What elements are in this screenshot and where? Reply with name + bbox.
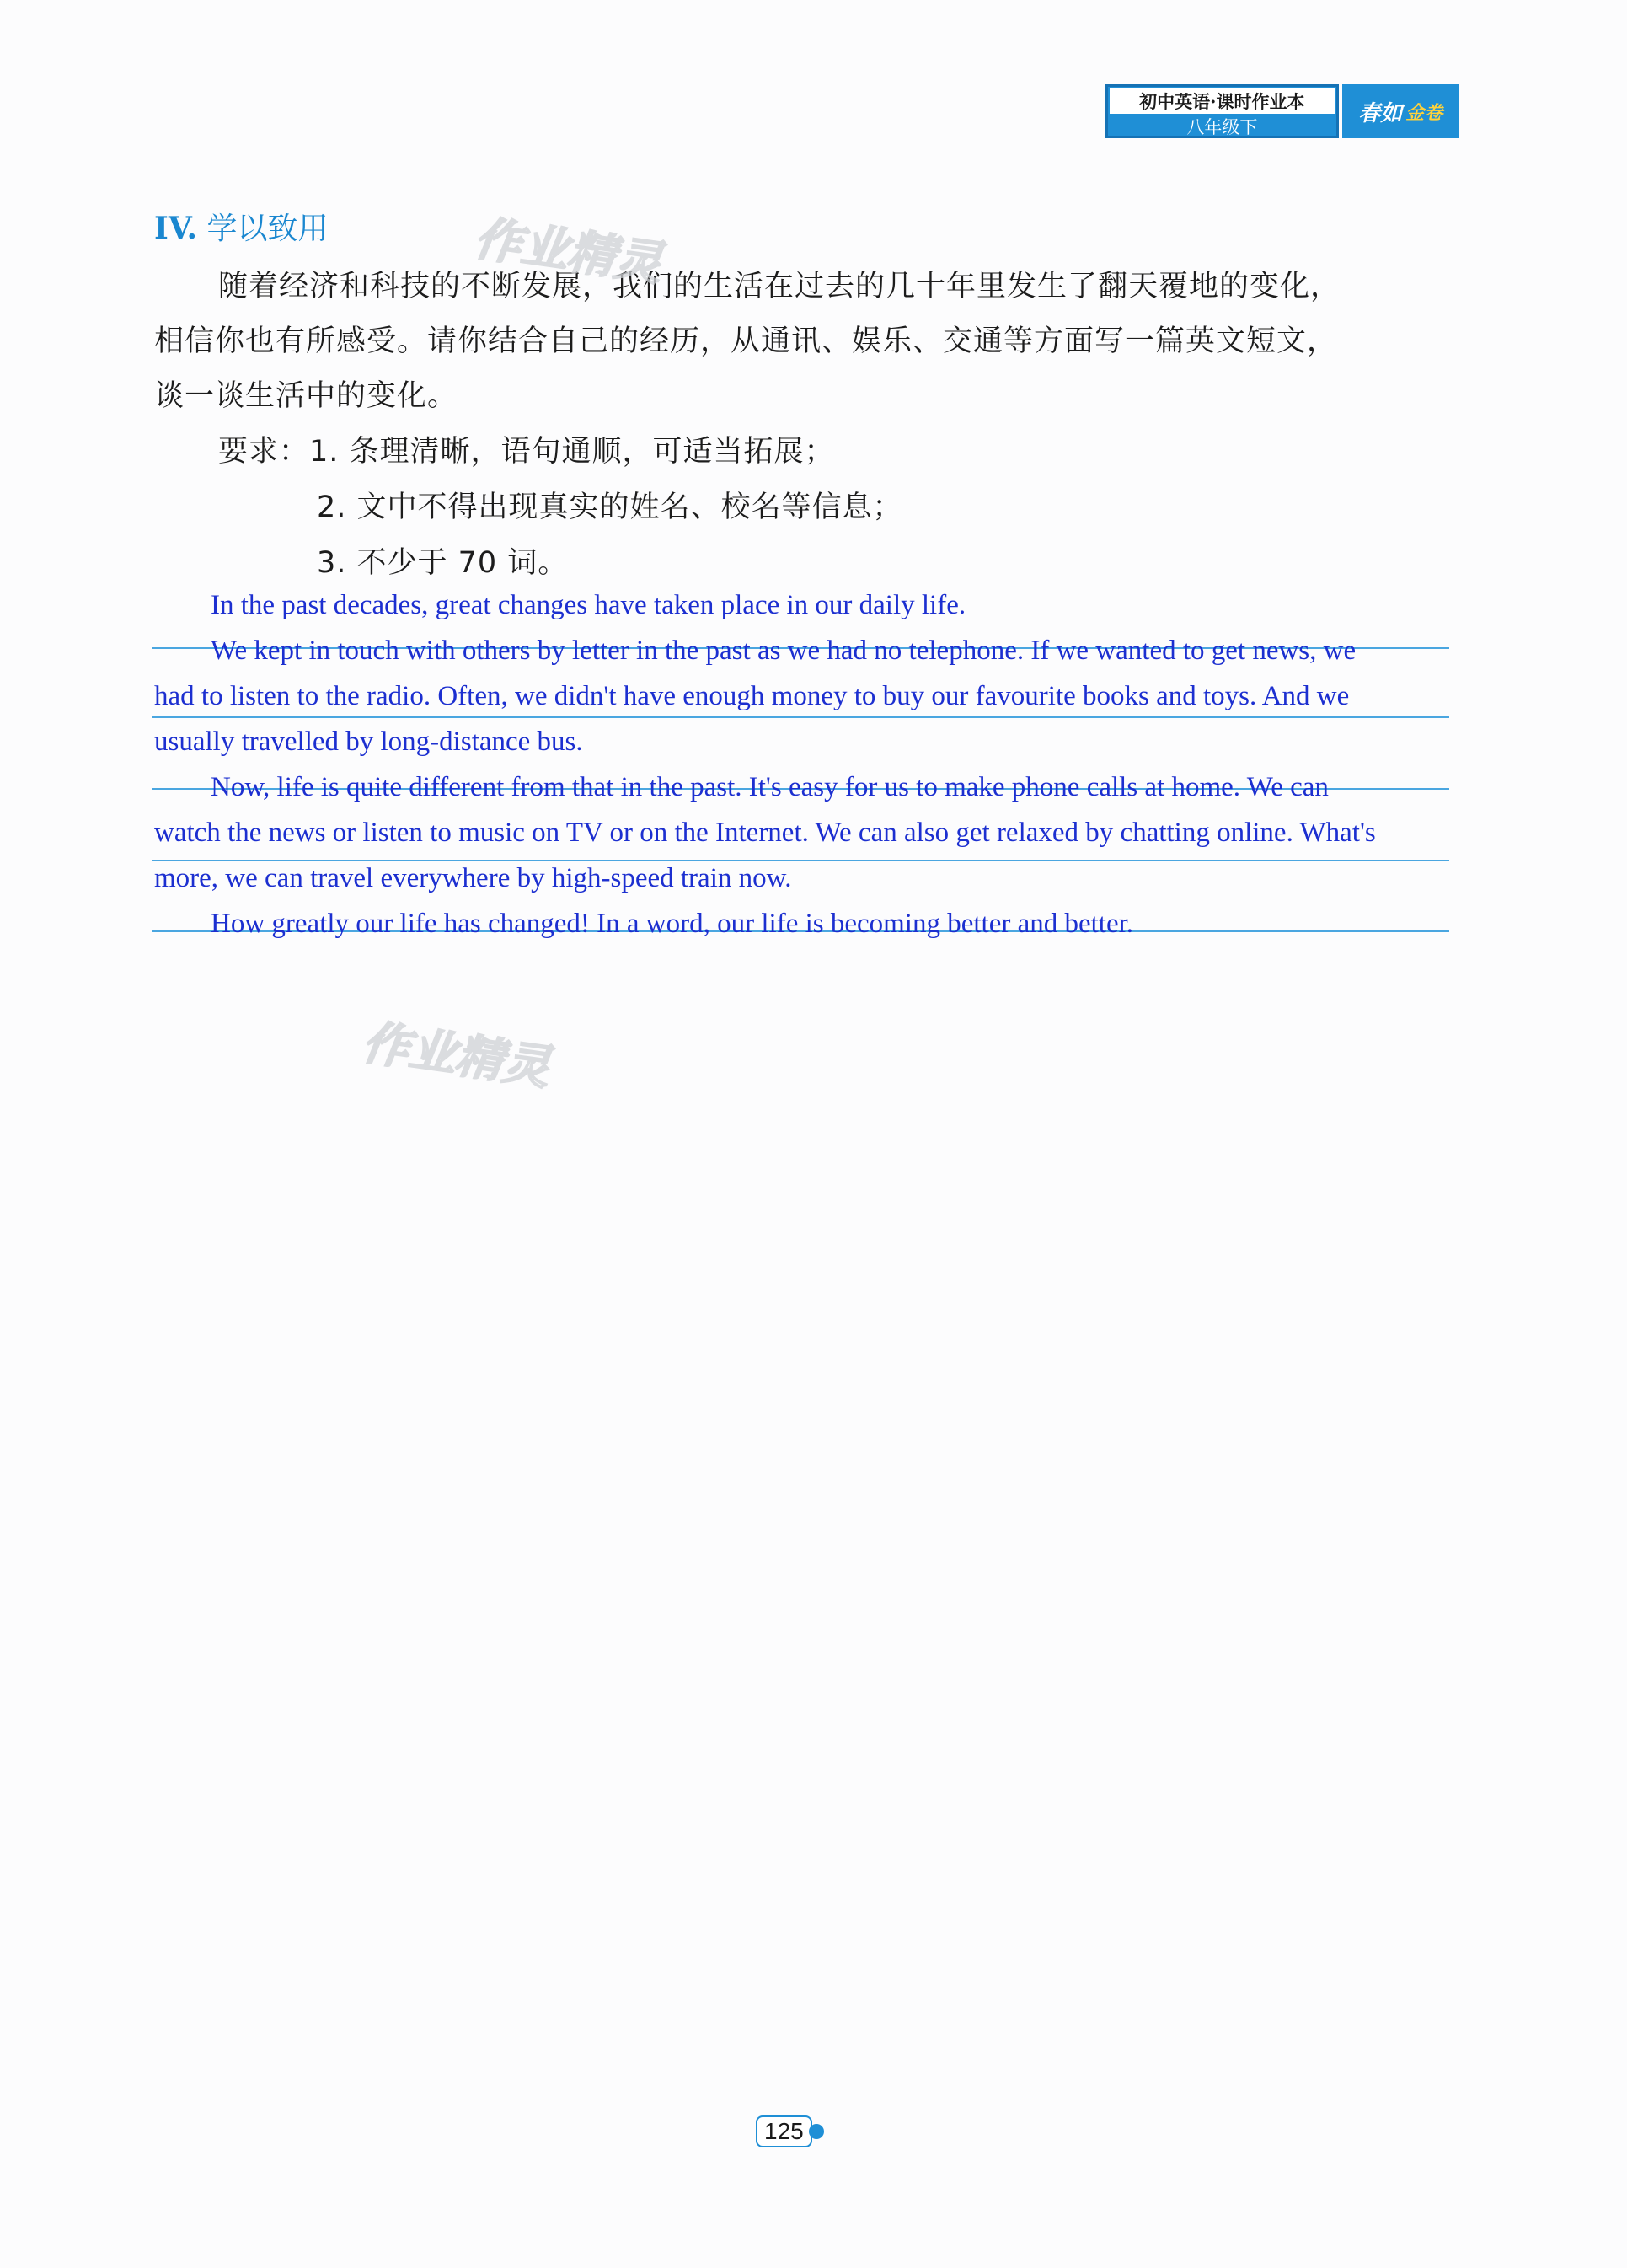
series-title: 初中英语·课时作业本: [1110, 88, 1335, 114]
answer-line: more, we can travel everywhere by high-speed train now.: [154, 863, 792, 893]
section-number: IV.: [154, 211, 198, 246]
answer-line: usually travelled by long-distance bus.: [154, 727, 583, 757]
writing-rule: [152, 860, 1449, 861]
requirement-line: 要求：1. 条理清晰，语句通顺，可适当拓展；: [218, 435, 835, 469]
brand-name: 春如: [1358, 100, 1403, 126]
watermark: 作业精灵: [470, 211, 666, 292]
requirement-line: 2. 文中不得出现真实的姓名、校名等信息；: [317, 491, 903, 524]
answer-line: watch the news or listen to music on TV or on the Internet. We can also get relaxed by chatting online. What's: [154, 818, 1376, 848]
prompt-line: 谈一谈生活中的变化。: [154, 379, 458, 413]
prompt-line: 随着经济和科技的不断发展，我们的生活在过去的几十年里发生了翻天覆地的变化，: [218, 270, 1341, 303]
series-label: [1105, 84, 1339, 138]
page-number: [756, 2115, 840, 2148]
prompt-line: 相信你也有所感受。请你结合自己的经历，从通讯、娱乐、交通等方面写一篇英文短文，: [154, 324, 1338, 358]
brand-suffix: 金卷: [1405, 101, 1443, 124]
answer-line: We kept in touch with others by letter in the past as we had no telephone. If we wanted to get news, we: [211, 635, 1357, 666]
grade-label: 八年级下: [1186, 117, 1258, 137]
section-heading: [154, 205, 328, 248]
requirement-line: 3. 不少于 70 词。: [317, 546, 569, 580]
section-title: 学以致用: [206, 212, 329, 246]
header-badge: [1105, 84, 1459, 138]
page-number-dot: [809, 2124, 824, 2139]
page-number-value: 125: [756, 2115, 812, 2147]
answer-line: had to listen to the radio. Often, we didn't have enough money to buy our favourite books and toys. And we: [154, 681, 1350, 711]
watermark: 作业精灵: [358, 1015, 554, 1096]
writing-rule: [152, 716, 1449, 718]
answer-line: Now, life is quite different from that in the past. It's easy for us to make phone calls at home. We can: [211, 772, 1329, 802]
brand-logo: [1342, 84, 1459, 138]
answer-line: How greatly our life has changed! In a word, our life is becoming better and better.: [211, 909, 1134, 939]
answer-line: In the past decades, great changes have taken place in our daily life.: [211, 590, 966, 620]
